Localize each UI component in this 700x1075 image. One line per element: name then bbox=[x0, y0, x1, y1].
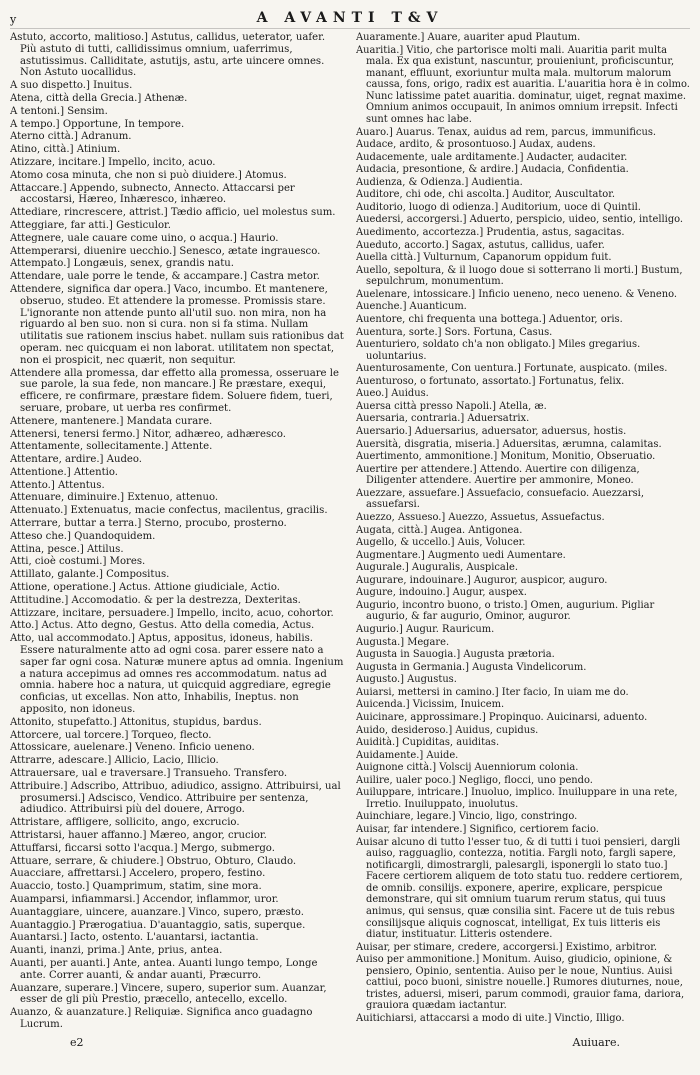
dictionary-entry: Augusta in Sauogia.] Augusta prætoria. bbox=[356, 649, 555, 661]
dictionary-entry: Auello, sepoltura, & il luogo doue si sotterrano li morti.] Bustum, sepulchrum, monumentum. bbox=[356, 264, 683, 288]
dictionary-entry: Attentione.] Attentio. bbox=[10, 466, 118, 478]
dictionary-entry: Auersità, disgratia, miseria.] Aduersitas, ærumna, calamitas. bbox=[356, 438, 662, 450]
dictionary-entry: Auanti, inanzi, prima.] Ante, prius, antea. bbox=[10, 945, 223, 957]
dictionary-entry: Auitichiarsi, attaccarsi a modo di uite.] Vinctio, Illigo. bbox=[356, 1013, 625, 1024]
dictionary-entry: Augurio.] Augur. Rauricum. bbox=[356, 624, 495, 635]
dictionary-entry: Auanzare, superare.] Vincere, supero, superior sum. Auanzar, esser de gli più Prestio, præcello, antecello, excello. bbox=[10, 982, 327, 1006]
dictionary-entry: Aueo.] Auidus. bbox=[356, 388, 429, 400]
dictionary-entry: Auiarsi, mettersi in camino.] Iter facio, In uiam me do. bbox=[356, 686, 629, 698]
dictionary-entry: Auiso per ammonitione.] Monitum. Auiso, giudicio, opinione, & pensiero, Opinio, sententia. Auiso per le noue, Nuntius. Auisi cattiui, poco buoni, sinistre nouelle.] Rumores diuturnes, noue, tristes, aduersi, miseri, parum commodi, grauior fama, dariora, grauiora quædam iactantur. bbox=[356, 954, 685, 1012]
dictionary-entry: Atomo cosa minuta, che non si può diuidere.] Atomus. bbox=[10, 169, 287, 181]
dictionary-entry: Attendare, uale porre le tende, & accampare.] Castra metor. bbox=[10, 271, 320, 283]
dictionary-entry: Auinchiare, legare.] Vincio, ligo, constringo. bbox=[356, 811, 578, 823]
two-column-text bbox=[10, 32, 690, 1032]
dictionary-entry: Augata, città.] Augea. Antigonea. bbox=[356, 524, 523, 536]
dictionary-entry: Aterno città.] Adranum. bbox=[10, 131, 132, 143]
dictionary-entry: Auicenda.] Vicissim, Inuicem. bbox=[356, 699, 505, 711]
dictionary-entry: Auenturoso, o fortunato, assortato.] Fortunatus, felix. bbox=[356, 375, 625, 387]
catchword: Auiuare. bbox=[572, 1035, 620, 1049]
dictionary-entry: Auaccio, tosto.] Quamprimum, statim, sine mora. bbox=[10, 881, 262, 893]
dictionary-entry: Auicinare, approssimare.] Propinquo. Auicinarsi, aduento. bbox=[356, 711, 648, 723]
dictionary-entry: Augello, & uccello.] Auis, Volucer. bbox=[356, 537, 526, 549]
dictionary-entry: Auantaggio.] Prærogatiua. D'auantaggio, satis, superque. bbox=[10, 919, 306, 931]
dictionary-entry: Attediare, rincrescere, attrist.] Tædio afficio, uel molestus sum. bbox=[10, 207, 336, 219]
dictionary-entry: Auaritia.] Vitio, che partorisce molti mali. Auaritia parit multa mala. Ex qua existunt, nascuntur, prouieniunt, proficiscuntur, manant, effluunt, exoriuntur multa mala. multorum malorum caussa, fons, origo, radix est auaritia. L'auaritia hora è in colmo. Nunc latissime patet auaritia. dominatur, uiget, regnat maxime. Omnium animos occupauit, In animos omnium irrepsit. Infecti sunt omnes hac labe. bbox=[356, 44, 690, 125]
dictionary-entry: Atti, cioè costumi.] Mores. bbox=[10, 556, 146, 568]
dictionary-entry: Auilire, ualer poco.] Negligo, flocci, uno pendo. bbox=[356, 774, 593, 786]
dictionary-entry: Auanti, per auanti.] Ante, antea. Auanti lungo tempo, Longe ante. Correr auanti, & andar auanti, Præcurro. bbox=[10, 957, 318, 981]
header-left-mark: y bbox=[10, 13, 17, 26]
dictionary-entry: Attenere, mantenere.] Mandata curare. bbox=[10, 415, 213, 427]
dictionary-entry: Auaro.] Auarus. Tenax, auidus ad rem, parcus, immunificus. bbox=[356, 126, 657, 138]
dictionary-entry: Attenuato.] Extenuatus, macie confectus, macilentus, gracilis. bbox=[10, 505, 328, 517]
dictionary-entry: Augmentare.] Augmento uedi Aumentare. bbox=[356, 549, 566, 561]
dictionary-entry: Auersa città presso Napoli.] Atella, æ. bbox=[356, 400, 547, 412]
dictionary-entry: Attenuare, diminuire.] Extenuo, attenuo. bbox=[10, 492, 219, 504]
page-frame bbox=[10, 6, 690, 1049]
dictionary-entry: Attentamente, sollecitamente.] Attente. bbox=[10, 441, 213, 453]
dictionary-entry: Auisar, per stimare, credere, accorgersi.] Existimo, arbitror. bbox=[356, 941, 658, 953]
dictionary-entry: Augusta.] Megare. bbox=[356, 636, 450, 648]
dictionary-entry: Atino, città.] Atinium. bbox=[10, 144, 121, 156]
dictionary-entry: Augusta in Germania.] Augusta Vindelicorum. bbox=[356, 661, 587, 673]
dictionary-entry: Auditorio, luogo di odienza.] Auditorium, uoce di Quintil. bbox=[356, 201, 641, 213]
dictionary-entry: Auertire per attendere.] Attendo. Auertire con diligenza, Diligenter attendere. Auertire per ammonire, Moneo. bbox=[356, 463, 640, 487]
dictionary-entry: A tentoni.] Sensim. bbox=[10, 105, 108, 117]
dictionary-entry: Attemperarsi, diuenire uecchio.] Senesco, ætate ingrauesco. bbox=[10, 245, 321, 257]
dictionary-entry: Atteso che.] Quandoquidem. bbox=[10, 530, 156, 542]
dictionary-entry: Atterrare, buttar a terra.] Sterno, procubo, prosterno. bbox=[10, 518, 287, 530]
running-title: A AVANTI T&V bbox=[256, 10, 444, 26]
dictionary-entry: A suo dispetto.] Inuitus. bbox=[10, 80, 133, 92]
dictionary-entry: Audace, ardito, & prosontuoso.] Audax, audens. bbox=[356, 139, 596, 151]
dictionary-entry: Attribuire.] Adscribo, Attribuo, adiudico, assigno. Attribuirsi, ual prosumersi.] Adscisco, Vendico. Attribuire per sentenza, adiudico. Attribuirsi più del douere, Arrogo. bbox=[10, 780, 341, 816]
dictionary-entry: Auamparsi, infiammarsi.] Accendor, inflammor, uror. bbox=[10, 893, 279, 905]
right-column bbox=[356, 32, 690, 1032]
dictionary-entry: Atizzare, incitare.] Impello, incito, acuo. bbox=[10, 156, 216, 168]
dictionary-entry: Auanzo, & auanzature.] Reliquiæ. Significa anco guadagno Lucrum. bbox=[10, 1007, 313, 1030]
page-footer bbox=[10, 1034, 690, 1050]
dictionary-entry: Auisar alcuno di tutto l'esser tuo, & di tutti i tuoi pensieri, dargli auiso, ragguaglio, contezza, notitia. Fargli noto, fargli sapere, notificargli, dimostrargli, palesargli, isponergli lo stato tuo.] Facere certiorem aliquem de toto statu tuo. reddere certiorem, de omnib. consilijs. exponere, aperire, explicare, perspicue demonstrare, qui sit omnium tuarum rerum status, qui tuus animus, qui sensus, quæ consilia sint. Facere ut de tuis rebus consilijsque aliquis cognoscat, intelligat, Ex tuis litteris eis diatur, instituatur. Litteris ostendere. bbox=[356, 836, 683, 941]
dictionary-entry: Auedersi, accorgersi.] Aduerto, perspicio, uideo, sentio, intelligo. bbox=[356, 214, 684, 226]
dictionary-entry: Auignone città.] Volscij Auenniorum colonia. bbox=[356, 762, 579, 774]
dictionary-entry: Auantaggiare, uincere, auanzare.] Vinco, supero, præsto. bbox=[10, 906, 304, 918]
dictionary-entry: Auenturosamente, Con uentura.] Fortunate, auspicato. (miles. bbox=[356, 363, 668, 375]
dictionary-entry: Attendere, significa dar opera.] Vaco, incumbo. Et mantenere, obseruo, studeo. Et attendere la promesse. Promissis stare. L'ignorante non attende punto all'util suo. non mira, non ha riguardo al ben suo. non si cura. non si fa stima. Nullam utilitatis sue rationem inscius habet. nullam suis rationibus dat operam. nec quicquam ei non laborat. utilitatem non spectat, non ei prospicit, nec quærit, non sequitur. bbox=[10, 283, 344, 366]
dictionary-entry: Attossicare, auelenare.] Veneno. Inficio ueneno. bbox=[10, 742, 255, 754]
dictionary-entry: Attento.] Attentus. bbox=[10, 479, 105, 491]
dictionary-entry: Atto, ual accommodato.] Aptus, appositus, idoneus, habilis. Essere naturalmente atto ad ogni cosa. parer essere nato a saper far ogni cosa. Naturæ munere aptus ad omnia. Ingenium a natura accepimus ad omnes res accommodatum. natus ad omnia. habere hoc a natura, ut quicquid aggrediare, egregie conficias, ut excellas. Non atto, Inhabilis, Ineptus. non apposito, non idoneus. bbox=[10, 633, 344, 716]
dictionary-entry: Auditore, chi ode, chi ascolta.] Auditor, Auscultator. bbox=[356, 189, 616, 201]
dictionary-entry: Attrauersare, ual e traversare.] Transueho. Transfero. bbox=[10, 768, 288, 780]
dictionary-entry: Augusto.] Augustus. bbox=[356, 674, 457, 686]
dictionary-entry: Auantarsi.] Iacto, ostento. L'auantarsi, iactantia. bbox=[10, 932, 259, 944]
dictionary-entry: Atto.] Actus. Atto degno, Gestus. Atto della comedia, Actus. bbox=[10, 620, 315, 632]
signature-mark: e2 bbox=[70, 1035, 84, 1049]
dictionary-entry: Audacia, presontione, & ardire.] Audacia, Confidentia. bbox=[356, 164, 629, 176]
dictionary-entry: Attizzare, incitare, persuadere.] Impello, incito, acuo, cohortor. bbox=[10, 607, 334, 619]
dictionary-entry: Auenche.] Auanticum. bbox=[356, 301, 467, 313]
dictionary-entry: Attina, pesce.] Attilus. bbox=[10, 543, 124, 555]
left-column bbox=[10, 32, 344, 1032]
dictionary-entry: Auella città.] Vulturnum, Capanorum oppidum fuit. bbox=[356, 252, 612, 264]
dictionary-entry: Auaramente.] Auare, auariter apud Plautum. bbox=[356, 32, 581, 43]
dictionary-entry: Auelenare, intossicare.] Inficio ueneno, neco ueneno. & Veneno. bbox=[356, 288, 677, 300]
dictionary-entry: Attristare, affligere, sollicito, ango, excrucio. bbox=[10, 817, 240, 829]
dictionary-entry: Audacemente, uale arditamente.] Audacter, audaciter. bbox=[356, 151, 628, 163]
dictionary-entry: Auido, desideroso.] Auidus, cupidus. bbox=[356, 724, 539, 736]
dictionary-entry: Attentare, ardire.] Audeo. bbox=[10, 454, 143, 466]
running-header bbox=[10, 6, 690, 26]
dictionary-entry: Atena, città della Grecia.] Athenæ. bbox=[10, 92, 188, 104]
dictionary-entry: Auersario.] Aduersarius, aduersator, aduersus, hostis. bbox=[356, 426, 627, 437]
dictionary-entry: Astuto, accorto, malitioso.] Astutus, callidus, ueterator, uafer. Più astuto di tutti, callidissimus omnium, uaferrimus, astutissimus. Calliditate, astutijs, astu, arte uincere omnes. Non Astuto uocallidus. bbox=[10, 32, 326, 79]
dictionary-entry: Augurare, indouinare.] Auguror, auspicor, auguro. bbox=[356, 574, 608, 586]
dictionary-entry: Attitudine.] Accomodatio. & per la destrezza, Dexteritas. bbox=[10, 594, 301, 606]
dictionary-entry: A tempo.] Opportune, In tempore. bbox=[10, 118, 185, 130]
dictionary-entry: Attenersi, tenersi fermo.] Nitor, adhæreo, adhæresco. bbox=[10, 428, 286, 440]
dictionary-entry: Attristarsi, hauer affanno.] Mæreo, angor, crucior. bbox=[10, 830, 267, 841]
dictionary-entry: Aueduto, accorto.] Sagax, astutus, callidus, uafer. bbox=[356, 239, 605, 251]
dictionary-entry: Auisar, far intendere.] Significo, certiorem facio. bbox=[356, 824, 599, 835]
dictionary-entry: Atteggiare, far atti.] Gesticulor. bbox=[10, 219, 171, 231]
dictionary-entry: Attione, operatione.] Actus. Attione giudiciale, Actio. bbox=[10, 582, 281, 594]
dictionary-entry: Auedimento, accortezza.] Prudentia, astus, sagacitas. bbox=[356, 227, 625, 238]
dictionary-entry: Attuare, serrare, & chiudere.] Obstruo, Obturo, Claudo. bbox=[10, 855, 297, 867]
dictionary-entry: Augure, indouino.] Augur, auspex. bbox=[356, 587, 527, 599]
dictionary-entry: Auezzo, Assueso.] Auezzo, Assuetus, Assuefactus. bbox=[356, 511, 605, 523]
dictionary-entry: Auenturiero, soldato ch'a non obligato.] Miles gregarius. uoluntarius. bbox=[356, 339, 641, 362]
dictionary-entry: Attegnere, uale cauare come uino, o acqua.] Haurio. bbox=[10, 232, 279, 244]
dictionary-entry: Attendere alla promessa, dar effetto alla promessa, osseruare le sue parole, la sua fede, non mancare.] Re præstare, exequi, efficere, re confirmare, præstare fidem. Soluere fidem, tueri, seruare, probare, ut uerba res confirmet. bbox=[10, 367, 339, 414]
dictionary-entry: Auidità.] Cupiditas, auiditas. bbox=[356, 737, 500, 749]
dictionary-entry: Auentura, sorte.] Sors. Fortuna, Casus. bbox=[356, 326, 553, 338]
dictionary-entry: Attonito, stupefatto.] Attonitus, stupidus, bardus. bbox=[10, 716, 262, 728]
dictionary-entry: Attuffarsi, ficcarsi sotto l'acqua.] Mergo, submergo. bbox=[10, 842, 275, 854]
dictionary-entry: Auidamente.] Auide. bbox=[356, 749, 459, 761]
header-rule bbox=[10, 28, 690, 29]
dictionary-entry: Augurio, incontro buono, o tristo.] Omen, augurium. Pigliar augurio, & far augurio, Ominor, auguror. bbox=[356, 599, 655, 623]
dictionary-entry: Auertimento, ammonitione.] Monitum, Monitio, Obseruatio. bbox=[356, 451, 656, 463]
dictionary-entry: Auezzare, assuefare.] Assuefacio, consuefacio. Auezzarsi, assuefarsi. bbox=[356, 487, 644, 511]
dictionary-entry: Audienza, & Odienza.] Audientia. bbox=[356, 176, 523, 188]
dictionary-entry: Auentore, chi frequenta una bottega.] Aduentor, oris. bbox=[356, 313, 623, 325]
dictionary-entry: Attrarre, adescare.] Allicio, Lacio, Illicio. bbox=[10, 755, 219, 767]
dictionary-entry: Attillato, galante.] Compositus. bbox=[10, 569, 170, 581]
dictionary-entry: Attempato.] Longæuis, senex, grandis natu. bbox=[10, 258, 235, 270]
dictionary-entry: Attorcere, ual torcere.] Torqueo, flecto. bbox=[10, 729, 212, 741]
dictionary-entry: Auacciare, affrettarsi.] Accelero, propero, festino. bbox=[10, 868, 266, 880]
dictionary-entry: Augurale.] Auguralis, Auspicale. bbox=[356, 562, 518, 574]
dictionary-entry: Attaccare.] Appendo, subnecto, Annecto. Attaccarsi per accostarsi, Hæreo, Inhæresco, inhæreo. bbox=[10, 182, 295, 206]
dictionary-entry: Auiluppare, intricare.] Inuoluo, implico. Inuiluppare in una rete, Irretio. Inuiluppato, inuolutus. bbox=[356, 787, 678, 810]
dictionary-entry: Auersaria, contraria.] Aduersatrix. bbox=[356, 413, 530, 425]
